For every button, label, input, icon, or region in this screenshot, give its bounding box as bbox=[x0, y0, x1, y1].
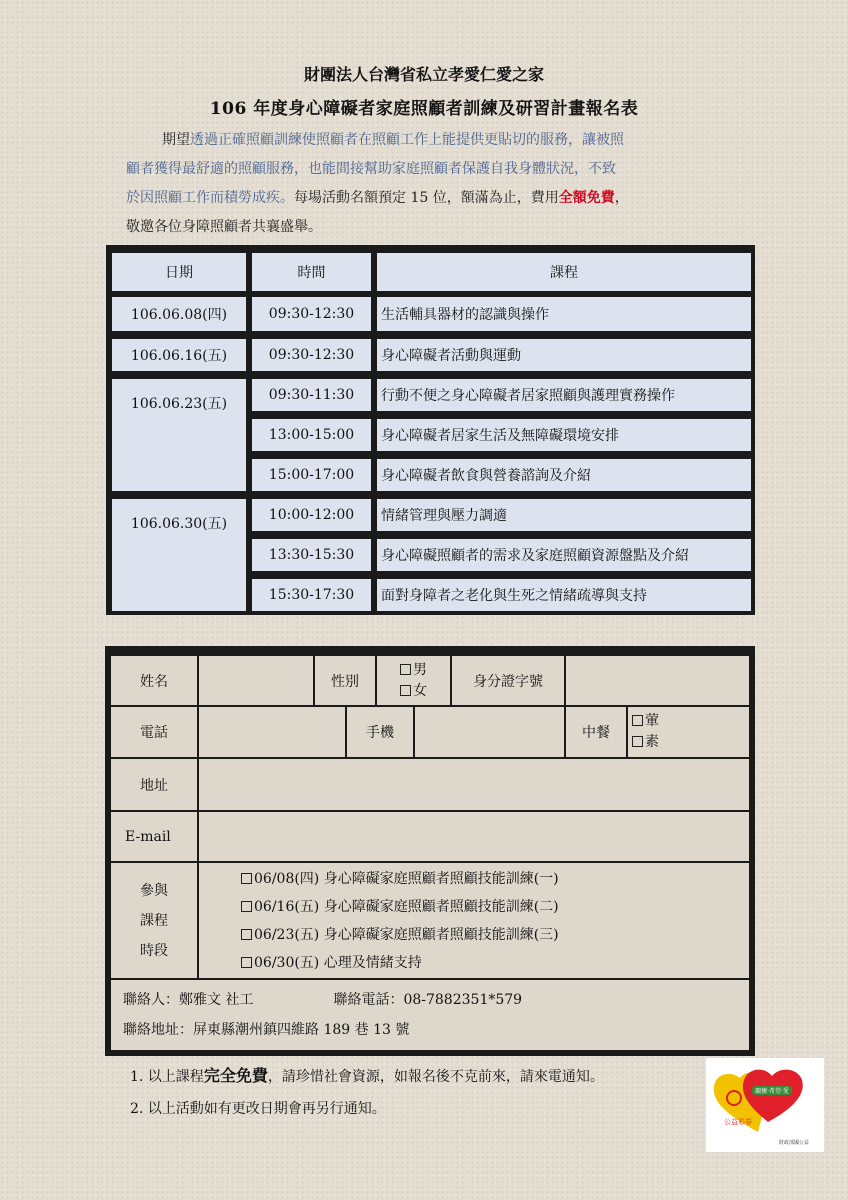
schedule-course: 身心障礙者飲食與營養諮詢及介紹 bbox=[377, 459, 751, 491]
name-label: 姓名 bbox=[111, 656, 197, 705]
schedule-time: 09:30-12:30 bbox=[252, 297, 371, 331]
intro-line-4: 敬邀各位身障照顧者共襄盛舉。 bbox=[126, 219, 322, 235]
schedule-date: 106.06.16(五) bbox=[112, 339, 246, 371]
id-label: 身分證字號 bbox=[452, 656, 564, 705]
address-field[interactable] bbox=[199, 759, 749, 810]
mobile-field[interactable] bbox=[415, 707, 564, 757]
schedule-time: 10:00-12:00 bbox=[252, 499, 371, 531]
name-field[interactable] bbox=[199, 656, 313, 705]
email-field[interactable] bbox=[199, 812, 749, 861]
checkbox-icon bbox=[632, 736, 643, 747]
intro-line-2: 顧者獲得最舒適的照顧服務，也能間接幫助家庭照顧者保護自我身體狀況，不致 bbox=[126, 161, 616, 177]
gender-options bbox=[377, 656, 450, 705]
phone-field[interactable] bbox=[199, 707, 345, 757]
schedule-time: 09:30-12:30 bbox=[252, 339, 371, 371]
schedule-course: 情緒管理與壓力調適 bbox=[377, 499, 751, 531]
checkbox-icon bbox=[241, 957, 252, 968]
lunch-label: 中餐 bbox=[566, 707, 626, 757]
note-2: 2. 以上活動如有更改日期會再另行通知。 bbox=[130, 1101, 386, 1117]
contact-address: 聯絡地址：屏東縣潮州鎮四維路 189 巷 13 號 bbox=[123, 1022, 410, 1038]
intro-line-3c: ， bbox=[614, 190, 629, 206]
contact-info bbox=[111, 980, 749, 1050]
schedule-time: 15:00-17:00 bbox=[252, 459, 371, 491]
course-options bbox=[199, 863, 749, 978]
checkbox-icon bbox=[400, 664, 411, 675]
header-date: 日期 bbox=[112, 253, 246, 291]
course-option[interactable]: 06/16(五) 身心障礙家庭照顧者照顧技能訓練(二) bbox=[241, 893, 559, 921]
notes bbox=[130, 1060, 604, 1125]
gender-female-option[interactable]: 女 bbox=[400, 681, 427, 702]
organization-name: 財團法人台灣省私立孝愛仁愛之家 bbox=[303, 65, 544, 84]
mobile-label: 手機 bbox=[347, 707, 413, 757]
schedule-date: 106.06.23(五) bbox=[112, 379, 246, 491]
intro-prefix: 期望 bbox=[162, 132, 190, 148]
contact-person: 聯絡人：鄭雅文 社工 bbox=[123, 992, 254, 1008]
schedule-course: 身心障礙者活動與運動 bbox=[377, 339, 751, 371]
intro-line-3a: 於因照顧工作而積勞成疾。 bbox=[126, 190, 294, 206]
schedule-time: 15:30-17:30 bbox=[252, 579, 371, 611]
course-option[interactable]: 06/30(五) 心理及情緒支持 bbox=[241, 949, 422, 977]
schedule-time: 13:30-15:30 bbox=[252, 539, 371, 571]
course-option[interactable]: 06/08(四) 身心障礙家庭照顧者照顧技能訓練(一) bbox=[241, 865, 559, 893]
gender-male-option[interactable]: 男 bbox=[400, 660, 427, 681]
heart-logo-icon bbox=[706, 1058, 824, 1152]
registration-form bbox=[105, 646, 755, 1056]
checkbox-icon bbox=[632, 715, 643, 726]
checkbox-icon bbox=[241, 901, 252, 912]
note-1: 1. 以上課程完全免費，請珍惜社會資源，如報名後不克前來，請來電通知。 bbox=[130, 1066, 604, 1085]
form-title: 106 年度身心障礙者家庭照顧者訓練及研習計畫報名表 bbox=[209, 99, 639, 119]
header-course: 課程 bbox=[377, 253, 751, 291]
schedule-date: 106.06.08(四) bbox=[112, 297, 246, 331]
free-highlight: 全額免費 bbox=[558, 190, 615, 206]
checkbox-icon bbox=[241, 929, 252, 940]
address-label: 地址 bbox=[111, 759, 197, 810]
id-field[interactable] bbox=[566, 656, 749, 705]
note-free-bold: 完全免費 bbox=[203, 1066, 268, 1085]
checkbox-icon bbox=[400, 685, 411, 696]
logo-bottom-text: 財政部國公益 bbox=[778, 1140, 810, 1146]
lunch-meat-option[interactable]: 葷 bbox=[632, 711, 659, 732]
lottery-logo bbox=[706, 1058, 824, 1152]
contact-phone: 聯絡電話：08-7882351*579 bbox=[333, 992, 523, 1008]
schedule-course: 身心障礙照顧者的需求及家庭照顧資源盤點及介紹 bbox=[377, 539, 751, 571]
schedule-course: 面對身障者之老化與生死之情緒疏導與支持 bbox=[377, 579, 751, 611]
course-label: 參與 課程 時段 bbox=[111, 863, 197, 978]
phone-label: 電話 bbox=[111, 707, 197, 757]
schedule-time: 09:30-11:30 bbox=[252, 379, 371, 411]
logo-slogan: 關懷·希望·愛 bbox=[755, 1088, 789, 1095]
gender-label: 性別 bbox=[315, 656, 375, 705]
intro-line-1: 透過正確照顧訓練使照顧者在照顧工作上能提供更貼切的服務，讓被照 bbox=[190, 132, 624, 148]
header-time: 時間 bbox=[252, 253, 371, 291]
checkbox-icon bbox=[241, 873, 252, 884]
schedule-course: 行動不便之身心障礙者居家照顧與護理實務操作 bbox=[377, 379, 751, 411]
course-option[interactable]: 06/23(五) 身心障礙家庭照顧者照顧技能訓練(三) bbox=[241, 921, 559, 949]
email-label: E-mail bbox=[111, 812, 197, 861]
lunch-veg-option[interactable]: 素 bbox=[632, 732, 659, 753]
schedule-course: 生活輔具器材的認識與操作 bbox=[377, 297, 751, 331]
intro-line-3b: 每場活動名額預定 15 位，額滿為止，費用 bbox=[294, 190, 559, 206]
schedule-course: 身心障礙者居家生活及無障礙環境安排 bbox=[377, 419, 751, 451]
schedule-date: 106.06.30(五) bbox=[112, 499, 246, 611]
lunch-options bbox=[628, 707, 749, 757]
logo-left-text: 公益彩券 bbox=[724, 1118, 752, 1126]
schedule-table bbox=[106, 245, 755, 615]
schedule-time: 13:00-15:00 bbox=[252, 419, 371, 451]
intro-paragraph bbox=[126, 126, 726, 242]
